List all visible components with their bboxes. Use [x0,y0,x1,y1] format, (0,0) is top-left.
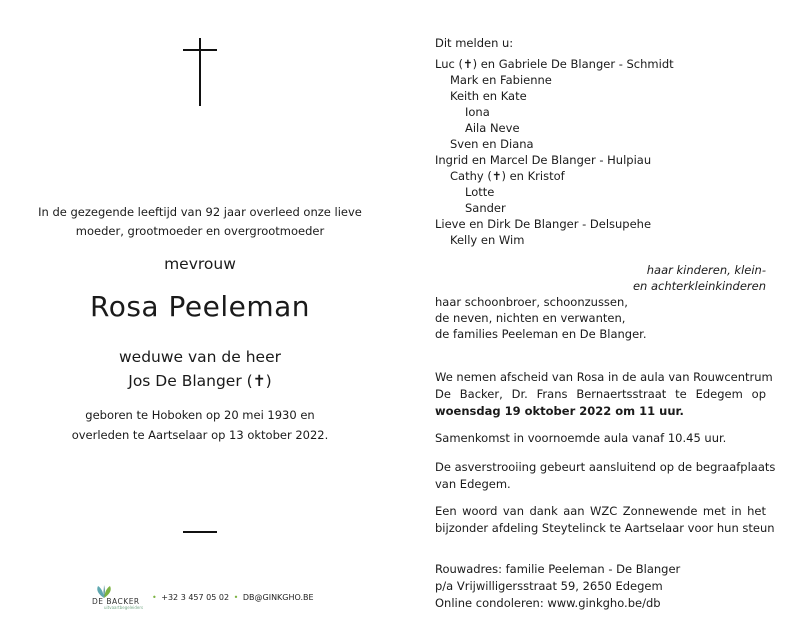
birth-line: geboren te Hoboken op 20 mei 1930 en [85,408,315,422]
ashes-line: van Edegem. [435,477,511,491]
death-line: overleden te Aartselaar op 13 oktober 2022. [71,428,329,442]
family-member: Keith en Kate [450,89,527,103]
deceased-name: Rosa Peeleman [90,290,310,323]
family-member: Cathy (✝) en Kristof [450,169,565,183]
bullet-icon: • [152,593,157,602]
family-member: Sven en Diana [450,137,534,151]
intro-line: In de gezegende leeftijd van 92 jaar overleed onze lieve [38,205,362,219]
family-member: Lotte [465,185,495,199]
thanks-paragraph [435,503,775,537]
widow-text [0,345,400,393]
thanks-line: Een woord van dank aan WZC Zonnewende met in het [435,504,766,518]
farewell-paragraph [435,369,773,420]
bullet-icon: • [233,593,239,602]
life-dates [0,405,400,445]
funeral-home-footer [92,585,322,609]
condolence-link[interactable]: Online condoleren: www.ginkgho.be/db [435,596,661,610]
widow-line: weduwe van de heer [118,348,281,366]
intro-text [30,203,370,241]
family-member: Iona [465,105,490,119]
family-member: Aila Neve [465,121,520,135]
family-member: Mark en Fabienne [450,73,552,87]
phone-number[interactable]: +32 3 457 05 02 [161,593,230,602]
relatives-line: de neven, nichten en verwanten, [435,311,626,325]
farewell-line: We nemen afscheid van Rosa in de aula van Rouwcentrum [435,370,773,384]
honorific: mevrouw [164,255,236,273]
family-member: Lieve en Dirk De Blanger - Delsupehe [435,217,652,231]
logo-tagline: uitvaartbegeleiders [104,605,144,610]
gathering-text: Samenkomst in voornoemde aula vanaf 10.45 uur. [435,431,727,445]
family-member: Ingrid en Marcel De Blanger - Hulpiau [435,153,652,167]
relatives-line: haar schoonbroer, schoonzussen, [435,295,628,309]
family-caption: en achterkleinkinderen [632,279,766,293]
family-member: Luc (✝) en Gabriele De Blanger - Schmidt [435,57,674,71]
farewell-date: woensdag 19 oktober 2022 om 11 uur. [435,404,684,418]
farewell-line: De Backer, Dr. Frans Bernaertsstraat te Edegem op [435,387,766,401]
thanks-line: bijzonder afdeling Steytelinck te Aartselaar voor hun steun [435,521,775,535]
family-member: Kelly en Wim [450,233,525,247]
intro-line: moeder, grootmoeder en overgrootmoeder [75,224,325,238]
divider [183,531,217,533]
cross-icon [183,38,217,106]
footer-contacts [150,593,314,602]
family-member: Sander [465,201,506,215]
email-link[interactable]: DB@GINKGHO.BE [242,593,314,602]
ashes-paragraph [435,459,776,493]
relatives-line: de families Peeleman en De Blanger. [435,327,647,341]
address-line: Rouwadres: familie Peeleman - De Blanger [435,562,681,576]
announce-heading: Dit melden u: [435,36,514,50]
ashes-line: De asverstrooiing gebeurt aansluitend op de begraafplaats [435,460,776,474]
family-caption: haar kinderen, klein- [646,263,766,277]
address-line: p/a Vrijwilligersstraat 59, 2650 Edegem [435,579,663,593]
logo-name: DE BACKER [92,597,140,606]
widow-line: Jos De Blanger (✝) [128,372,272,390]
